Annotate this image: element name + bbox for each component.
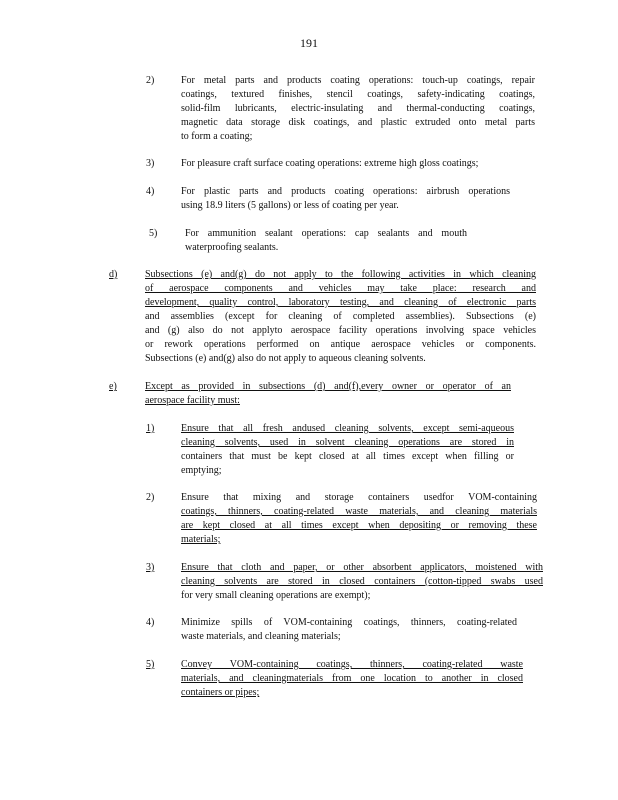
text-line: magnetic data storage disk coatings, and plastic extruded onto metal parts xyxy=(181,117,535,128)
text-line: Subsections (e) and(g) do not apply to the following activities in which cleaning xyxy=(145,269,536,280)
item-text xyxy=(145,380,511,408)
text-line: For metal parts and products coating operations: touch-up coatings, repair xyxy=(181,75,535,86)
text-line: to form a coating; xyxy=(181,131,253,142)
text-line: cleaning solvents are stored in closed containers (cotton-tipped swabs used xyxy=(181,576,543,587)
item-letter: e) xyxy=(109,381,117,392)
text-line: and assemblies (except for cleaning of completed assemblies). Subsections (e) xyxy=(145,311,536,322)
item-text xyxy=(181,561,543,603)
item-number: 3) xyxy=(146,562,155,573)
text-line: using 18.9 liters (5 gallons) or less of coating per year. xyxy=(181,200,399,211)
text-line: for very small cleaning operations are exempt); xyxy=(181,590,371,601)
item-letter: d) xyxy=(109,269,118,280)
text-line: Subsections (e) and(g) also do not apply to aqueous cleaning solvents. xyxy=(145,353,426,364)
text-line: Ensure that mixing and storage containers usedfor VOM-containing xyxy=(181,492,537,503)
item-text xyxy=(181,422,514,478)
text-line: solid-film lubricants, electric-insulating and thermal-conducting coatings, xyxy=(181,103,535,114)
item-number: 4) xyxy=(146,617,155,628)
item-text xyxy=(181,74,535,144)
text-line: coatings, thinners, coating-related waste materials, and cleaning materials xyxy=(181,506,537,517)
text-line: Convey VOM-containing coatings, thinners, coating-related waste xyxy=(181,659,523,670)
text-line: cleaning solvents, used in solvent cleaning operations are stored in xyxy=(181,437,514,448)
text-line: Minimize spills of VOM-containing coatings, thinners, coating-related xyxy=(181,617,517,628)
text-line: containers that must be kept closed at all times except when filling or xyxy=(181,451,514,462)
text-line: and (g) also do not applyto aerospace facility operations involving space vehicles xyxy=(145,325,536,336)
page-number: 191 xyxy=(300,36,318,50)
text-line: coatings, textured finishes, stencil coatings, safety-indicating coatings, xyxy=(181,89,535,100)
item-text xyxy=(181,491,537,547)
text-line: For plastic parts and products coating operations: airbrush operations xyxy=(181,186,510,197)
text-line: waterproofing sealants. xyxy=(185,242,279,253)
item-text xyxy=(181,157,536,171)
item-number: 5) xyxy=(149,228,158,239)
text-line: For ammunition sealant operations: cap sealants and mouth xyxy=(185,228,467,239)
text-line: or rework operations performed on antique aerospace vehicles or components. xyxy=(145,339,536,350)
item-text xyxy=(181,616,517,644)
text-line: emptying; xyxy=(181,465,222,476)
text-line: development, quality control, laboratory testing, and cleaning of electronic parts xyxy=(145,297,536,308)
item-text xyxy=(181,658,523,700)
text-line: containers or pipes; xyxy=(181,687,260,698)
item-number: 3) xyxy=(146,158,155,169)
text-line: materials, and cleaningmaterials from one location to another in closed xyxy=(181,673,523,684)
item-number: 4) xyxy=(146,186,155,197)
item-number: 2) xyxy=(146,75,155,86)
text-line: Ensure that cloth and paper, or other absorbent applicators, moistened with xyxy=(181,562,543,573)
item-number: 2) xyxy=(146,492,155,503)
text-line: are kept closed at all times except when depositing or removing these xyxy=(181,520,537,531)
text-line: of aerospace components and vehicles may take place: research and xyxy=(145,283,536,294)
text-line: Except as provided in subsections (d) and(f),every owner or operator of an xyxy=(145,381,511,392)
item-number: 1) xyxy=(146,423,155,434)
text-line: For pleasure craft surface coating operations: extreme high gloss coatings; xyxy=(181,158,479,169)
item-text xyxy=(181,185,510,213)
text-line: waste materials, and cleaning materials; xyxy=(181,631,341,642)
item-text xyxy=(145,268,536,366)
item-number: 5) xyxy=(146,659,155,670)
text-line: Ensure that all fresh andused cleaning solvents, except semi-aqueous xyxy=(181,423,514,434)
text-line: aerospace facility must: xyxy=(145,395,240,406)
item-text xyxy=(185,227,467,255)
text-line: materials; xyxy=(181,534,221,545)
